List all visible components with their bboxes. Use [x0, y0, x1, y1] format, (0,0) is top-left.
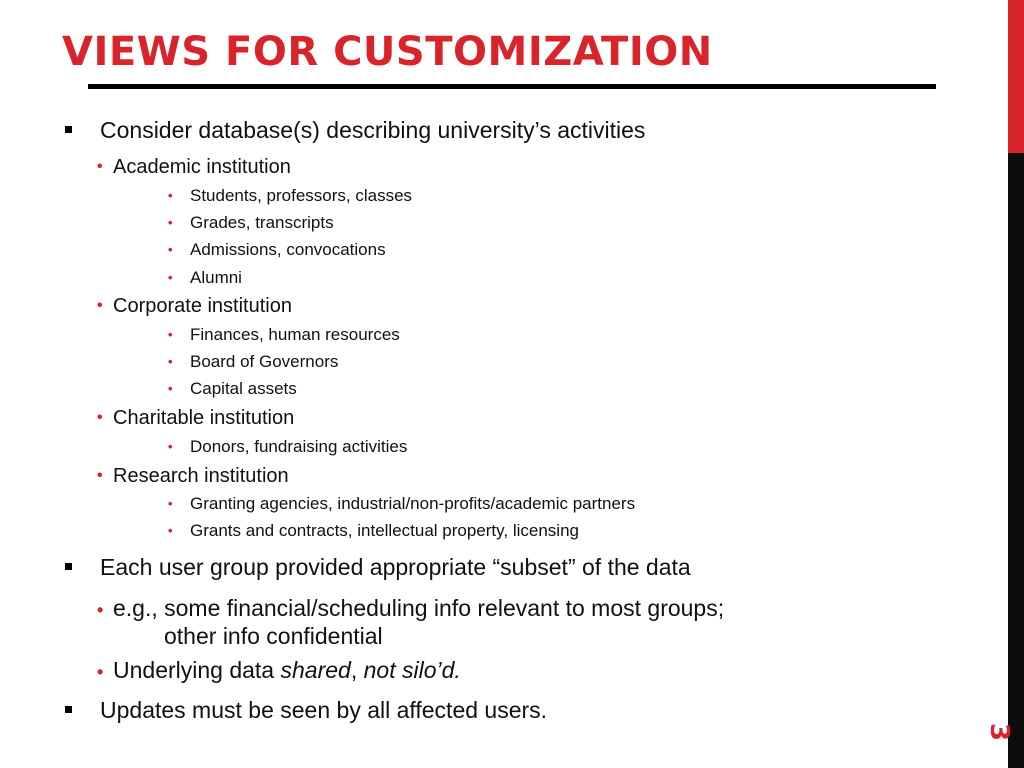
dot-bullet-icon: •: [97, 409, 103, 426]
subbullet-eg-financial: • e.g., some financial/scheduling info relevant to most groups; other info confidential: [97, 595, 725, 649]
emphasis-not-silod: not silo’d.: [363, 657, 461, 683]
dot-bullet-icon: •: [168, 327, 173, 342]
list-item: • Finances, human resources: [168, 325, 400, 344]
list-item: • Grants and contracts, intellectual property, licensing: [168, 521, 579, 540]
subbullet-academic: • Academic institution: [97, 156, 291, 178]
subbullet-underlying-data: • Underlying data shared, not silo’d.: [113, 656, 461, 684]
page-number: 3: [984, 722, 1014, 742]
list-item: • Granting agencies, industrial/non-profits/academic partners: [168, 494, 636, 513]
dot-bullet-icon: •: [168, 270, 173, 285]
list-item: • Admissions, convocations: [168, 240, 386, 259]
list-item: • Board of Governors: [168, 352, 339, 371]
list-item: • Donors, fundraising activities: [168, 437, 408, 456]
subbullet-research: • Research institution: [97, 465, 289, 487]
list-item: • Alumni: [168, 268, 242, 287]
list-item: • Capital assets: [168, 379, 297, 398]
dot-bullet-icon: •: [168, 439, 173, 454]
square-bullet-icon: [65, 706, 72, 713]
list-item: • Grades, transcripts: [168, 213, 334, 232]
subbullet-corporate: • Corporate institution: [97, 295, 292, 317]
accent-bar-red: [1008, 0, 1024, 153]
dot-bullet-icon: •: [97, 662, 104, 682]
dot-bullet-icon: •: [97, 467, 103, 484]
subbullet-charitable: • Charitable institution: [97, 407, 295, 429]
square-bullet-icon: [65, 126, 72, 133]
dot-bullet-icon: •: [168, 381, 173, 396]
bullet-user-group-subset: Each user group provided appropriate “subset” of the data: [100, 553, 691, 581]
emphasis-shared: shared: [280, 657, 351, 683]
title-underline: [88, 84, 936, 89]
slide-title: VIEWS FOR CUSTOMIZATION: [62, 29, 713, 75]
dot-bullet-icon: •: [97, 297, 103, 314]
dot-bullet-icon: •: [168, 242, 173, 257]
dot-bullet-icon: •: [168, 496, 173, 511]
dot-bullet-icon: •: [168, 215, 173, 230]
bullet-updates-seen: Updates must be seen by all affected users.: [100, 696, 547, 724]
bullet-consider-databases: Consider database(s) describing university’s activities: [100, 116, 645, 144]
list-item: • Students, professors, classes: [168, 186, 413, 205]
dot-bullet-icon: •: [168, 188, 173, 203]
dot-bullet-icon: •: [168, 523, 173, 538]
dot-bullet-icon: •: [168, 354, 173, 369]
accent-bar-dark: [1008, 153, 1024, 768]
square-bullet-icon: [65, 563, 72, 570]
dot-bullet-icon: •: [97, 600, 104, 620]
dot-bullet-icon: •: [97, 158, 103, 175]
